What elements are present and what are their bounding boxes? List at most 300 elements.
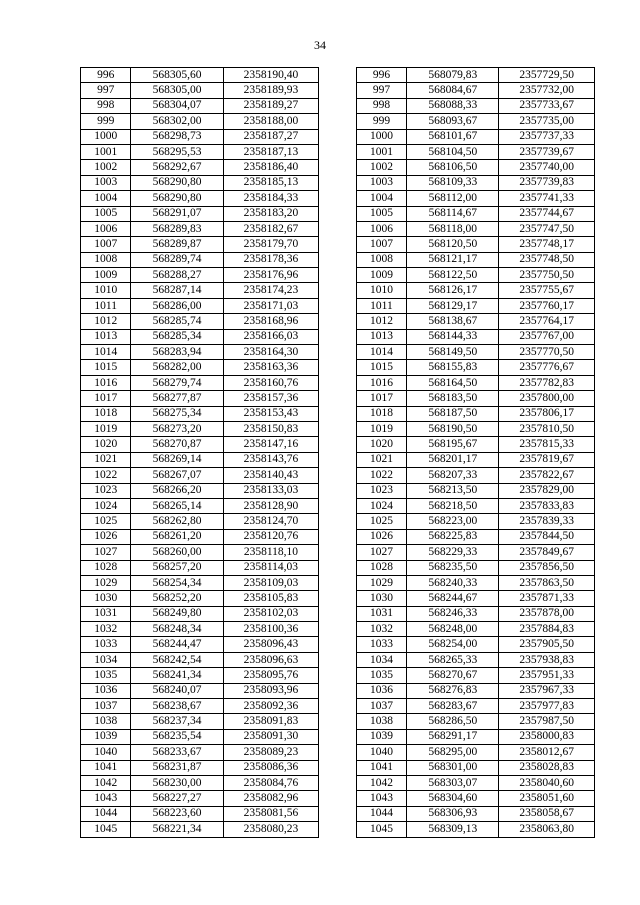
right-x-coordinate-cell: 568164,50 xyxy=(407,375,499,390)
table-row xyxy=(81,360,595,375)
right-point-number-cell: 1017 xyxy=(356,391,406,406)
left-point-number-cell: 1041 xyxy=(81,760,131,775)
left-point-number-cell: 1007 xyxy=(81,237,131,252)
column-gap xyxy=(319,699,357,714)
left-point-number-cell: 1008 xyxy=(81,252,131,267)
column-gap xyxy=(319,437,357,452)
table-row xyxy=(81,452,595,467)
column-gap xyxy=(319,668,357,683)
column-gap xyxy=(319,483,357,498)
table-row xyxy=(81,206,595,221)
left-x-coordinate-cell: 568287,14 xyxy=(131,283,223,298)
column-gap xyxy=(319,252,357,267)
left-x-coordinate-cell: 568262,80 xyxy=(131,514,223,529)
column-gap xyxy=(319,498,357,513)
right-y-coordinate-cell: 2357871,33 xyxy=(499,591,595,606)
table-row xyxy=(81,375,595,390)
left-y-coordinate-cell: 2358188,00 xyxy=(223,114,319,129)
table-row xyxy=(81,806,595,821)
right-y-coordinate-cell: 2357967,33 xyxy=(499,683,595,698)
left-point-number-cell: 1035 xyxy=(81,668,131,683)
left-x-coordinate-cell: 568288,27 xyxy=(131,268,223,283)
right-x-coordinate-cell: 568195,67 xyxy=(407,437,499,452)
left-x-coordinate-cell: 568277,87 xyxy=(131,391,223,406)
right-x-coordinate-cell: 568114,67 xyxy=(407,206,499,221)
table-row xyxy=(81,699,595,714)
left-point-number-cell: 1030 xyxy=(81,591,131,606)
column-gap xyxy=(319,514,357,529)
right-y-coordinate-cell: 2357839,33 xyxy=(499,514,595,529)
left-point-number-cell: 1006 xyxy=(81,221,131,236)
left-y-coordinate-cell: 2358114,03 xyxy=(223,560,319,575)
left-x-coordinate-cell: 568282,00 xyxy=(131,360,223,375)
coordinates-table xyxy=(80,67,595,838)
left-point-number-cell: 1013 xyxy=(81,329,131,344)
left-point-number-cell: 1016 xyxy=(81,375,131,390)
left-point-number-cell: 1037 xyxy=(81,699,131,714)
right-x-coordinate-cell: 568129,17 xyxy=(407,298,499,313)
left-x-coordinate-cell: 568242,54 xyxy=(131,652,223,667)
column-gap xyxy=(319,329,357,344)
left-y-coordinate-cell: 2358150,83 xyxy=(223,421,319,436)
left-x-coordinate-cell: 568231,87 xyxy=(131,760,223,775)
right-x-coordinate-cell: 568291,17 xyxy=(407,729,499,744)
right-x-coordinate-cell: 568286,50 xyxy=(407,714,499,729)
left-y-coordinate-cell: 2358187,27 xyxy=(223,129,319,144)
column-gap xyxy=(319,144,357,159)
right-y-coordinate-cell: 2357740,00 xyxy=(499,160,595,175)
column-gap xyxy=(319,283,357,298)
right-y-coordinate-cell: 2357938,83 xyxy=(499,652,595,667)
left-point-number-cell: 998 xyxy=(81,98,131,113)
column-gap xyxy=(319,714,357,729)
left-x-coordinate-cell: 568237,34 xyxy=(131,714,223,729)
left-point-number-cell: 1040 xyxy=(81,745,131,760)
column-gap xyxy=(319,468,357,483)
right-y-coordinate-cell: 2357829,00 xyxy=(499,483,595,498)
column-gap xyxy=(319,360,357,375)
left-y-coordinate-cell: 2358168,96 xyxy=(223,314,319,329)
right-y-coordinate-cell: 2357806,17 xyxy=(499,406,595,421)
left-y-coordinate-cell: 2358189,27 xyxy=(223,98,319,113)
left-y-coordinate-cell: 2358095,76 xyxy=(223,668,319,683)
column-gap xyxy=(319,622,357,637)
left-x-coordinate-cell: 568302,00 xyxy=(131,114,223,129)
right-x-coordinate-cell: 568265,33 xyxy=(407,652,499,667)
left-point-number-cell: 1036 xyxy=(81,683,131,698)
left-x-coordinate-cell: 568244,47 xyxy=(131,637,223,652)
right-point-number-cell: 1007 xyxy=(356,237,406,252)
right-x-coordinate-cell: 568306,93 xyxy=(407,806,499,821)
right-x-coordinate-cell: 568213,50 xyxy=(407,483,499,498)
left-point-number-cell: 999 xyxy=(81,114,131,129)
left-y-coordinate-cell: 2358187,13 xyxy=(223,144,319,159)
right-y-coordinate-cell: 2357776,67 xyxy=(499,360,595,375)
left-point-number-cell: 1011 xyxy=(81,298,131,313)
left-point-number-cell: 1026 xyxy=(81,529,131,544)
column-gap xyxy=(319,83,357,98)
right-x-coordinate-cell: 568101,67 xyxy=(407,129,499,144)
left-y-coordinate-cell: 2358128,90 xyxy=(223,498,319,513)
left-x-coordinate-cell: 568266,20 xyxy=(131,483,223,498)
column-gap xyxy=(319,314,357,329)
right-x-coordinate-cell: 568112,00 xyxy=(407,191,499,206)
right-y-coordinate-cell: 2357844,50 xyxy=(499,529,595,544)
right-point-number-cell: 1018 xyxy=(356,406,406,421)
right-x-coordinate-cell: 568155,83 xyxy=(407,360,499,375)
right-point-number-cell: 1020 xyxy=(356,437,406,452)
left-point-number-cell: 1017 xyxy=(81,391,131,406)
table-row xyxy=(81,144,595,159)
column-gap xyxy=(319,729,357,744)
right-y-coordinate-cell: 2357878,00 xyxy=(499,606,595,621)
left-y-coordinate-cell: 2358086,36 xyxy=(223,760,319,775)
left-point-number-cell: 1038 xyxy=(81,714,131,729)
table-row xyxy=(81,406,595,421)
right-y-coordinate-cell: 2358028,83 xyxy=(499,760,595,775)
left-x-coordinate-cell: 568249,80 xyxy=(131,606,223,621)
left-x-coordinate-cell: 568286,00 xyxy=(131,298,223,313)
left-point-number-cell: 1010 xyxy=(81,283,131,298)
right-point-number-cell: 1034 xyxy=(356,652,406,667)
right-x-coordinate-cell: 568248,00 xyxy=(407,622,499,637)
left-x-coordinate-cell: 568233,67 xyxy=(131,745,223,760)
table-row xyxy=(81,560,595,575)
left-y-coordinate-cell: 2358102,03 xyxy=(223,606,319,621)
table-row xyxy=(81,606,595,621)
table-row xyxy=(81,468,595,483)
left-x-coordinate-cell: 568304,07 xyxy=(131,98,223,113)
left-x-coordinate-cell: 568289,83 xyxy=(131,221,223,236)
left-point-number-cell: 1032 xyxy=(81,622,131,637)
right-point-number-cell: 1005 xyxy=(356,206,406,221)
left-y-coordinate-cell: 2358091,30 xyxy=(223,729,319,744)
table-row xyxy=(81,129,595,144)
right-x-coordinate-cell: 568223,00 xyxy=(407,514,499,529)
right-point-number-cell: 1039 xyxy=(356,729,406,744)
left-y-coordinate-cell: 2358109,03 xyxy=(223,575,319,590)
table-row xyxy=(81,729,595,744)
left-x-coordinate-cell: 568291,07 xyxy=(131,206,223,221)
right-point-number-cell: 1013 xyxy=(356,329,406,344)
left-point-number-cell: 1015 xyxy=(81,360,131,375)
right-y-coordinate-cell: 2358012,67 xyxy=(499,745,595,760)
right-y-coordinate-cell: 2357767,00 xyxy=(499,329,595,344)
left-y-coordinate-cell: 2358140,43 xyxy=(223,468,319,483)
left-x-coordinate-cell: 568248,34 xyxy=(131,622,223,637)
left-x-coordinate-cell: 568305,00 xyxy=(131,83,223,98)
column-gap xyxy=(319,406,357,421)
left-point-number-cell: 1034 xyxy=(81,652,131,667)
right-point-number-cell: 999 xyxy=(356,114,406,129)
right-point-number-cell: 1035 xyxy=(356,668,406,683)
table-row xyxy=(81,575,595,590)
right-point-number-cell: 1014 xyxy=(356,345,406,360)
right-point-number-cell: 1012 xyxy=(356,314,406,329)
left-point-number-cell: 1021 xyxy=(81,452,131,467)
column-gap xyxy=(319,637,357,652)
right-point-number-cell: 1016 xyxy=(356,375,406,390)
left-x-coordinate-cell: 568298,73 xyxy=(131,129,223,144)
left-x-coordinate-cell: 568269,14 xyxy=(131,452,223,467)
left-x-coordinate-cell: 568252,20 xyxy=(131,591,223,606)
right-y-coordinate-cell: 2357833,83 xyxy=(499,498,595,513)
right-x-coordinate-cell: 568304,60 xyxy=(407,791,499,806)
left-y-coordinate-cell: 2358163,36 xyxy=(223,360,319,375)
right-y-coordinate-cell: 2357755,67 xyxy=(499,283,595,298)
left-point-number-cell: 1003 xyxy=(81,175,131,190)
right-y-coordinate-cell: 2357748,50 xyxy=(499,252,595,267)
coordinates-table-body xyxy=(81,68,595,838)
column-gap xyxy=(319,683,357,698)
column-gap xyxy=(319,160,357,175)
column-gap xyxy=(319,237,357,252)
column-gap xyxy=(319,452,357,467)
right-x-coordinate-cell: 568303,07 xyxy=(407,775,499,790)
left-y-coordinate-cell: 2358182,67 xyxy=(223,221,319,236)
right-y-coordinate-cell: 2357739,67 xyxy=(499,144,595,159)
left-point-number-cell: 996 xyxy=(81,68,131,83)
right-point-number-cell: 1006 xyxy=(356,221,406,236)
left-x-coordinate-cell: 568227,27 xyxy=(131,791,223,806)
right-y-coordinate-cell: 2357750,50 xyxy=(499,268,595,283)
left-x-coordinate-cell: 568305,60 xyxy=(131,68,223,83)
left-y-coordinate-cell: 2358084,76 xyxy=(223,775,319,790)
column-gap xyxy=(319,606,357,621)
table-row xyxy=(81,637,595,652)
left-y-coordinate-cell: 2358105,83 xyxy=(223,591,319,606)
right-point-number-cell: 1004 xyxy=(356,191,406,206)
table-row xyxy=(81,529,595,544)
column-gap xyxy=(319,298,357,313)
left-point-number-cell: 1019 xyxy=(81,421,131,436)
right-point-number-cell: 1041 xyxy=(356,760,406,775)
left-y-coordinate-cell: 2358092,36 xyxy=(223,699,319,714)
right-x-coordinate-cell: 568104,50 xyxy=(407,144,499,159)
column-gap xyxy=(319,575,357,590)
right-x-coordinate-cell: 568190,50 xyxy=(407,421,499,436)
column-gap xyxy=(319,206,357,221)
right-point-number-cell: 1038 xyxy=(356,714,406,729)
right-point-number-cell: 1029 xyxy=(356,575,406,590)
right-x-coordinate-cell: 568122,50 xyxy=(407,268,499,283)
table-row xyxy=(81,421,595,436)
left-x-coordinate-cell: 568261,20 xyxy=(131,529,223,544)
right-y-coordinate-cell: 2358000,83 xyxy=(499,729,595,744)
right-point-number-cell: 1019 xyxy=(356,421,406,436)
left-x-coordinate-cell: 568283,94 xyxy=(131,345,223,360)
right-y-coordinate-cell: 2357822,67 xyxy=(499,468,595,483)
table-row xyxy=(81,822,595,837)
left-y-coordinate-cell: 2358143,76 xyxy=(223,452,319,467)
left-point-number-cell: 1042 xyxy=(81,775,131,790)
right-point-number-cell: 1045 xyxy=(356,822,406,837)
left-y-coordinate-cell: 2358147,16 xyxy=(223,437,319,452)
column-gap xyxy=(319,391,357,406)
left-x-coordinate-cell: 568240,07 xyxy=(131,683,223,698)
table-row xyxy=(81,114,595,129)
right-point-number-cell: 1044 xyxy=(356,806,406,821)
right-x-coordinate-cell: 568109,33 xyxy=(407,175,499,190)
right-y-coordinate-cell: 2357977,83 xyxy=(499,699,595,714)
right-y-coordinate-cell: 2357748,17 xyxy=(499,237,595,252)
right-x-coordinate-cell: 568183,50 xyxy=(407,391,499,406)
left-y-coordinate-cell: 2358174,23 xyxy=(223,283,319,298)
right-y-coordinate-cell: 2357732,00 xyxy=(499,83,595,98)
right-x-coordinate-cell: 568106,50 xyxy=(407,160,499,175)
left-y-coordinate-cell: 2358096,63 xyxy=(223,652,319,667)
right-point-number-cell: 996 xyxy=(356,68,406,83)
right-point-number-cell: 1011 xyxy=(356,298,406,313)
right-point-number-cell: 1015 xyxy=(356,360,406,375)
right-point-number-cell: 1043 xyxy=(356,791,406,806)
left-y-coordinate-cell: 2358183,20 xyxy=(223,206,319,221)
right-y-coordinate-cell: 2358051,60 xyxy=(499,791,595,806)
column-gap xyxy=(319,114,357,129)
right-y-coordinate-cell: 2358058,67 xyxy=(499,806,595,821)
right-y-coordinate-cell: 2357760,17 xyxy=(499,298,595,313)
right-y-coordinate-cell: 2357764,17 xyxy=(499,314,595,329)
right-x-coordinate-cell: 568270,67 xyxy=(407,668,499,683)
table-row xyxy=(81,314,595,329)
column-gap xyxy=(319,560,357,575)
table-row xyxy=(81,345,595,360)
column-gap xyxy=(319,421,357,436)
column-gap xyxy=(319,529,357,544)
table-row xyxy=(81,268,595,283)
column-gap xyxy=(319,375,357,390)
right-y-coordinate-cell: 2357987,50 xyxy=(499,714,595,729)
table-row xyxy=(81,775,595,790)
left-y-coordinate-cell: 2358153,43 xyxy=(223,406,319,421)
right-point-number-cell: 1028 xyxy=(356,560,406,575)
left-point-number-cell: 1004 xyxy=(81,191,131,206)
left-x-coordinate-cell: 568285,34 xyxy=(131,329,223,344)
table-row xyxy=(81,252,595,267)
right-x-coordinate-cell: 568246,33 xyxy=(407,606,499,621)
column-gap xyxy=(319,775,357,790)
right-point-number-cell: 1031 xyxy=(356,606,406,621)
left-y-coordinate-cell: 2358179,70 xyxy=(223,237,319,252)
left-x-coordinate-cell: 568265,14 xyxy=(131,498,223,513)
right-point-number-cell: 998 xyxy=(356,98,406,113)
left-x-coordinate-cell: 568289,74 xyxy=(131,252,223,267)
left-y-coordinate-cell: 2358096,43 xyxy=(223,637,319,652)
left-y-coordinate-cell: 2358190,40 xyxy=(223,68,319,83)
right-x-coordinate-cell: 568079,83 xyxy=(407,68,499,83)
left-y-coordinate-cell: 2358176,96 xyxy=(223,268,319,283)
right-x-coordinate-cell: 568309,13 xyxy=(407,822,499,837)
table-row xyxy=(81,175,595,190)
left-y-coordinate-cell: 2358118,10 xyxy=(223,545,319,560)
left-point-number-cell: 1012 xyxy=(81,314,131,329)
table-row xyxy=(81,483,595,498)
right-y-coordinate-cell: 2357744,67 xyxy=(499,206,595,221)
column-gap xyxy=(319,98,357,113)
right-y-coordinate-cell: 2357800,00 xyxy=(499,391,595,406)
left-y-coordinate-cell: 2358184,33 xyxy=(223,191,319,206)
table-row xyxy=(81,391,595,406)
right-x-coordinate-cell: 568235,50 xyxy=(407,560,499,575)
right-x-coordinate-cell: 568144,33 xyxy=(407,329,499,344)
left-point-number-cell: 1031 xyxy=(81,606,131,621)
left-x-coordinate-cell: 568254,34 xyxy=(131,575,223,590)
left-x-coordinate-cell: 568279,74 xyxy=(131,375,223,390)
column-gap xyxy=(319,345,357,360)
left-point-number-cell: 1044 xyxy=(81,806,131,821)
table-row xyxy=(81,68,595,83)
left-point-number-cell: 997 xyxy=(81,83,131,98)
right-x-coordinate-cell: 568084,67 xyxy=(407,83,499,98)
left-y-coordinate-cell: 2358082,96 xyxy=(223,791,319,806)
right-point-number-cell: 1042 xyxy=(356,775,406,790)
right-y-coordinate-cell: 2357951,33 xyxy=(499,668,595,683)
right-x-coordinate-cell: 568120,50 xyxy=(407,237,499,252)
left-y-coordinate-cell: 2358120,76 xyxy=(223,529,319,544)
right-y-coordinate-cell: 2357863,50 xyxy=(499,575,595,590)
left-point-number-cell: 1039 xyxy=(81,729,131,744)
right-point-number-cell: 1037 xyxy=(356,699,406,714)
table-row xyxy=(81,237,595,252)
right-y-coordinate-cell: 2357856,50 xyxy=(499,560,595,575)
left-point-number-cell: 1020 xyxy=(81,437,131,452)
column-gap xyxy=(319,745,357,760)
column-gap xyxy=(319,591,357,606)
right-x-coordinate-cell: 568118,00 xyxy=(407,221,499,236)
left-x-coordinate-cell: 568270,87 xyxy=(131,437,223,452)
column-gap xyxy=(319,191,357,206)
left-x-coordinate-cell: 568241,34 xyxy=(131,668,223,683)
left-x-coordinate-cell: 568290,80 xyxy=(131,175,223,190)
right-x-coordinate-cell: 568301,00 xyxy=(407,760,499,775)
left-y-coordinate-cell: 2358089,23 xyxy=(223,745,319,760)
right-y-coordinate-cell: 2358063,80 xyxy=(499,822,595,837)
left-point-number-cell: 1033 xyxy=(81,637,131,652)
left-x-coordinate-cell: 568275,34 xyxy=(131,406,223,421)
right-point-number-cell: 1025 xyxy=(356,514,406,529)
table-row xyxy=(81,668,595,683)
table-row xyxy=(81,545,595,560)
right-y-coordinate-cell: 2357815,33 xyxy=(499,437,595,452)
right-y-coordinate-cell: 2357739,83 xyxy=(499,175,595,190)
right-x-coordinate-cell: 568254,00 xyxy=(407,637,499,652)
left-x-coordinate-cell: 568292,67 xyxy=(131,160,223,175)
table-row xyxy=(81,98,595,113)
left-point-number-cell: 1022 xyxy=(81,468,131,483)
right-y-coordinate-cell: 2357729,50 xyxy=(499,68,595,83)
right-x-coordinate-cell: 568088,33 xyxy=(407,98,499,113)
left-y-coordinate-cell: 2358100,36 xyxy=(223,622,319,637)
right-x-coordinate-cell: 568126,17 xyxy=(407,283,499,298)
left-x-coordinate-cell: 568221,34 xyxy=(131,822,223,837)
right-y-coordinate-cell: 2357735,00 xyxy=(499,114,595,129)
right-point-number-cell: 1040 xyxy=(356,745,406,760)
right-x-coordinate-cell: 568295,00 xyxy=(407,745,499,760)
left-x-coordinate-cell: 568238,67 xyxy=(131,699,223,714)
right-y-coordinate-cell: 2357810,50 xyxy=(499,421,595,436)
column-gap xyxy=(319,221,357,236)
column-gap xyxy=(319,822,357,837)
right-x-coordinate-cell: 568093,67 xyxy=(407,114,499,129)
column-gap xyxy=(319,129,357,144)
table-row xyxy=(81,191,595,206)
left-point-number-cell: 1005 xyxy=(81,206,131,221)
right-point-number-cell: 997 xyxy=(356,83,406,98)
right-x-coordinate-cell: 568121,17 xyxy=(407,252,499,267)
right-point-number-cell: 1002 xyxy=(356,160,406,175)
left-point-number-cell: 1043 xyxy=(81,791,131,806)
right-y-coordinate-cell: 2357733,67 xyxy=(499,98,595,113)
